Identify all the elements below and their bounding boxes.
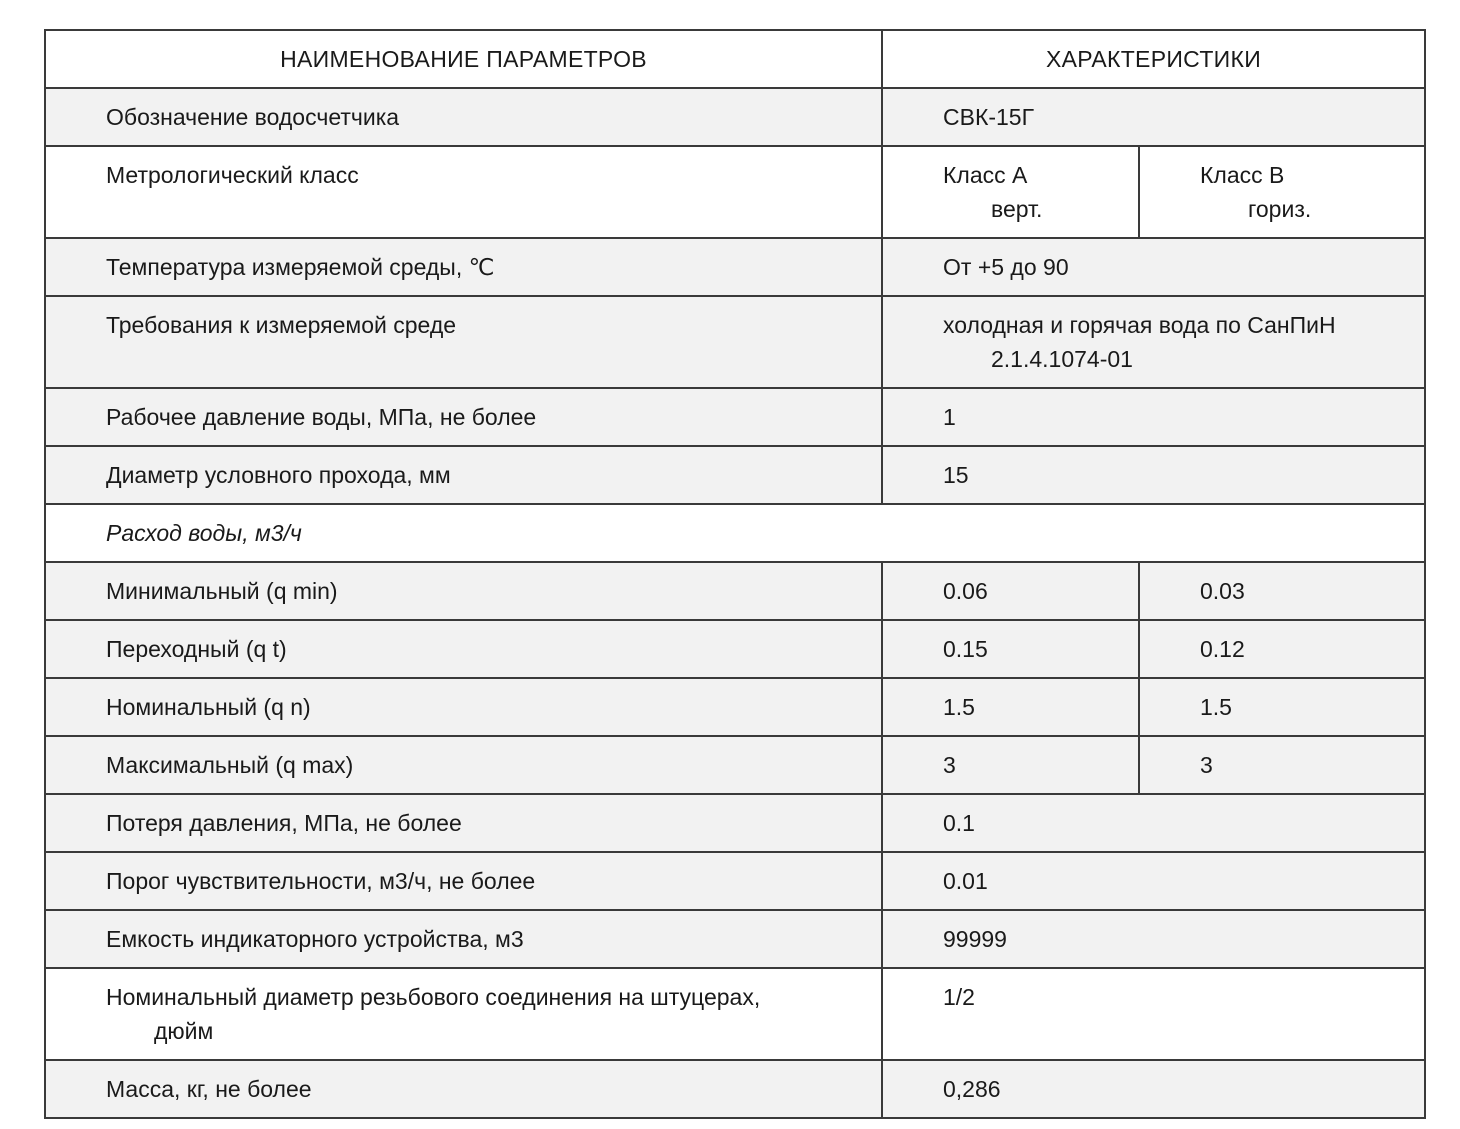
table-row bbox=[45, 852, 1425, 910]
row-value: 15 bbox=[882, 446, 1425, 504]
row-value: 1/2 bbox=[882, 968, 1425, 1060]
row-name: Обозначение водосчетчика bbox=[45, 88, 882, 146]
table-row bbox=[45, 388, 1425, 446]
table-row bbox=[45, 562, 1425, 620]
row-name: Диаметр условного прохода, мм bbox=[45, 446, 882, 504]
table-row bbox=[45, 296, 1425, 388]
row-value-class-a: Класс А верт. bbox=[882, 146, 1139, 238]
specifications-table bbox=[44, 29, 1426, 1119]
row-value: 0,286 bbox=[882, 1060, 1425, 1118]
header-parameters: НАИМЕНОВАНИЕ ПАРАМЕТРОВ bbox=[45, 30, 882, 88]
table-row bbox=[45, 446, 1425, 504]
row-name: Метрологический класс bbox=[45, 146, 882, 238]
table-row bbox=[45, 620, 1425, 678]
row-value: 1 bbox=[882, 388, 1425, 446]
row-value: холодная и горячая вода по СанПиН 2.1.4.1074-01 bbox=[882, 296, 1425, 388]
row-name: Масса, кг, не более bbox=[45, 1060, 882, 1118]
row-value: 0.01 bbox=[882, 852, 1425, 910]
row-value-class-b: Класс В гориз. bbox=[1139, 146, 1425, 238]
section-title: Расход воды, м3/ч bbox=[45, 504, 1425, 562]
row-name: Номинальный (q n) bbox=[45, 678, 882, 736]
row-name: Минимальный (q min) bbox=[45, 562, 882, 620]
row-value-class-a: 1.5 bbox=[882, 678, 1139, 736]
row-name: Емкость индикаторного устройства, м3 bbox=[45, 910, 882, 968]
row-name: Рабочее давление воды, МПа, не более bbox=[45, 388, 882, 446]
row-value: 99999 bbox=[882, 910, 1425, 968]
table-row bbox=[45, 146, 1425, 238]
row-name: Переходный (q t) bbox=[45, 620, 882, 678]
row-name: Номинальный диаметр резьбового соединения на штуцерах, дюйм bbox=[45, 968, 882, 1060]
row-value-class-a: 0.06 bbox=[882, 562, 1139, 620]
table-row bbox=[45, 910, 1425, 968]
table-row bbox=[45, 736, 1425, 794]
row-value-class-a: 3 bbox=[882, 736, 1139, 794]
table-row bbox=[45, 1060, 1425, 1118]
table-row bbox=[45, 794, 1425, 852]
table-section-row bbox=[45, 504, 1425, 562]
row-name: Требования к измеряемой среде bbox=[45, 296, 882, 388]
table-row bbox=[45, 88, 1425, 146]
row-value-class-b: 0.03 bbox=[1139, 562, 1425, 620]
row-value: СВК-15Г bbox=[882, 88, 1425, 146]
row-name: Потеря давления, МПа, не более bbox=[45, 794, 882, 852]
table-header-row bbox=[45, 30, 1425, 88]
row-value: От +5 до 90 bbox=[882, 238, 1425, 296]
row-value-class-b: 3 bbox=[1139, 736, 1425, 794]
row-name: Порог чувствительности, м3/ч, не более bbox=[45, 852, 882, 910]
table-row bbox=[45, 238, 1425, 296]
header-characteristics: ХАРАКТЕРИСТИКИ bbox=[882, 30, 1425, 88]
row-name: Максимальный (q max) bbox=[45, 736, 882, 794]
row-value-class-b: 0.12 bbox=[1139, 620, 1425, 678]
row-name: Температура измеряемой среды, ℃ bbox=[45, 238, 882, 296]
row-value: 0.1 bbox=[882, 794, 1425, 852]
row-value-class-a: 0.15 bbox=[882, 620, 1139, 678]
table-row bbox=[45, 678, 1425, 736]
row-value-class-b: 1.5 bbox=[1139, 678, 1425, 736]
table-row bbox=[45, 968, 1425, 1060]
